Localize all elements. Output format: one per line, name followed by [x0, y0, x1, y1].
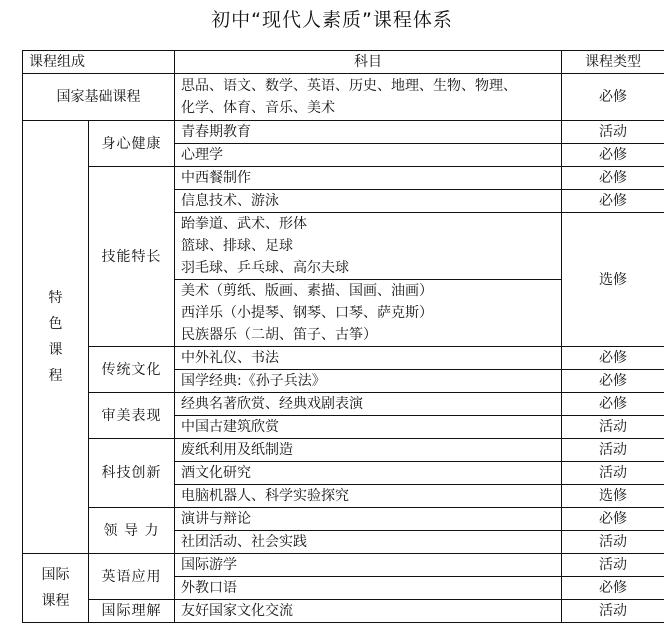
- featured-label: [23, 121, 89, 554]
- national-type: 必修: [562, 74, 664, 121]
- subject-line: 美术（剪纸、版画、素描、国画、油画）: [181, 283, 433, 299]
- subject-line: 西洋乐（小提琴、钢琴、口琴、萨克斯）: [181, 305, 433, 321]
- type-cell: 必修: [562, 190, 664, 213]
- type-cell: 必修: [562, 347, 664, 370]
- document-title: 初中“现代人素质”课程体系: [211, 9, 453, 31]
- type-cell: 活动: [562, 121, 664, 144]
- type-cell: 活动: [562, 554, 664, 577]
- subject-cell: 国际游学: [175, 554, 562, 577]
- group-leadership: 领 导 力: [89, 508, 175, 554]
- type-cell: 选修: [562, 485, 664, 508]
- label-char: 色: [48, 316, 63, 332]
- subject-cell: 演讲与辩论: [175, 508, 562, 531]
- group-health: 身心健康: [89, 121, 175, 167]
- subject-cell: 青春期教育: [175, 121, 562, 144]
- type-cell: 必修: [562, 167, 664, 190]
- type-cell: 活动: [562, 462, 664, 485]
- subject-cell: 中西餐制作: [175, 167, 562, 190]
- national-label: 国家基础课程: [23, 74, 175, 121]
- international-label: [23, 554, 89, 623]
- subject-cell: 中外礼仪、书法: [175, 347, 562, 370]
- type-cell: 必修: [562, 370, 664, 393]
- subject-cell: 中国古建筑欣赏: [175, 416, 562, 439]
- label-line: 课程: [41, 593, 70, 609]
- table-row: [23, 121, 664, 144]
- table-row: [23, 554, 664, 577]
- subject-cell: 电脑机器人、科学实验探究: [175, 485, 562, 508]
- type-cell: 活动: [562, 416, 664, 439]
- type-cell: 必修: [562, 144, 664, 167]
- group-culture: 传统文化: [89, 347, 175, 393]
- label-char: 课: [48, 342, 63, 358]
- subject-cell: 心理学: [175, 144, 562, 167]
- group-tech: 科技创新: [89, 439, 175, 508]
- label-line: 国际: [41, 567, 70, 583]
- subject-line: 羽毛球、乒乓球、高尔夫球: [181, 260, 349, 276]
- group-aesthetic: 审美表现: [89, 393, 175, 439]
- type-cell: 必修: [562, 508, 664, 531]
- header-type: 课程类型: [562, 51, 664, 74]
- group-english: 英语应用: [89, 554, 175, 600]
- subjects-line: 思品、语文、数学、英语、历史、地理、生物、物理、: [181, 78, 517, 94]
- header-composition: 课程组成: [23, 51, 175, 74]
- table-row: [23, 439, 664, 462]
- national-row: [23, 74, 664, 121]
- group-skills: 技能特长: [89, 167, 175, 347]
- subject-cell-arts: [175, 280, 562, 347]
- subject-cell: 社团活动、社会实践: [175, 531, 562, 554]
- type-cell: 必修: [562, 577, 664, 600]
- label-char: 特: [48, 290, 63, 306]
- subject-cell: 友好国家文化交流: [175, 600, 562, 623]
- table-row: [23, 347, 664, 370]
- subject-cell: 经典名著欣赏、经典戏剧表演: [175, 393, 562, 416]
- subject-cell: 国学经典:《孙子兵法》: [175, 370, 562, 393]
- subject-line: 跆拳道、武术、形体: [181, 216, 307, 232]
- label-char: 程: [48, 368, 63, 384]
- type-cell: 活动: [562, 439, 664, 462]
- table-row: [23, 393, 664, 416]
- type-cell: 活动: [562, 600, 664, 623]
- subject-line: 篮球、排球、足球: [181, 238, 293, 254]
- subject-line: 民族器乐（二胡、笛子、古筝）: [181, 327, 377, 343]
- group-understanding: 国际理解: [89, 600, 175, 623]
- table-row: [23, 508, 664, 531]
- national-subjects: [175, 74, 562, 121]
- table-row: [23, 167, 664, 190]
- subject-cell: 外教口语: [175, 577, 562, 600]
- subject-cell: 废纸利用及纸制造: [175, 439, 562, 462]
- curriculum-table: [22, 50, 664, 623]
- table-row: [23, 600, 664, 623]
- subject-cell: 酒文化研究: [175, 462, 562, 485]
- type-cell: 选修: [562, 213, 664, 347]
- subject-cell: 信息技术、游泳: [175, 190, 562, 213]
- subject-cell-sports: [175, 213, 562, 280]
- type-cell: 活动: [562, 531, 664, 554]
- header-subject: 科目: [175, 51, 562, 74]
- type-cell: 必修: [562, 393, 664, 416]
- subjects-line: 化学、体育、音乐、美术: [181, 100, 335, 116]
- header-row: [23, 51, 664, 74]
